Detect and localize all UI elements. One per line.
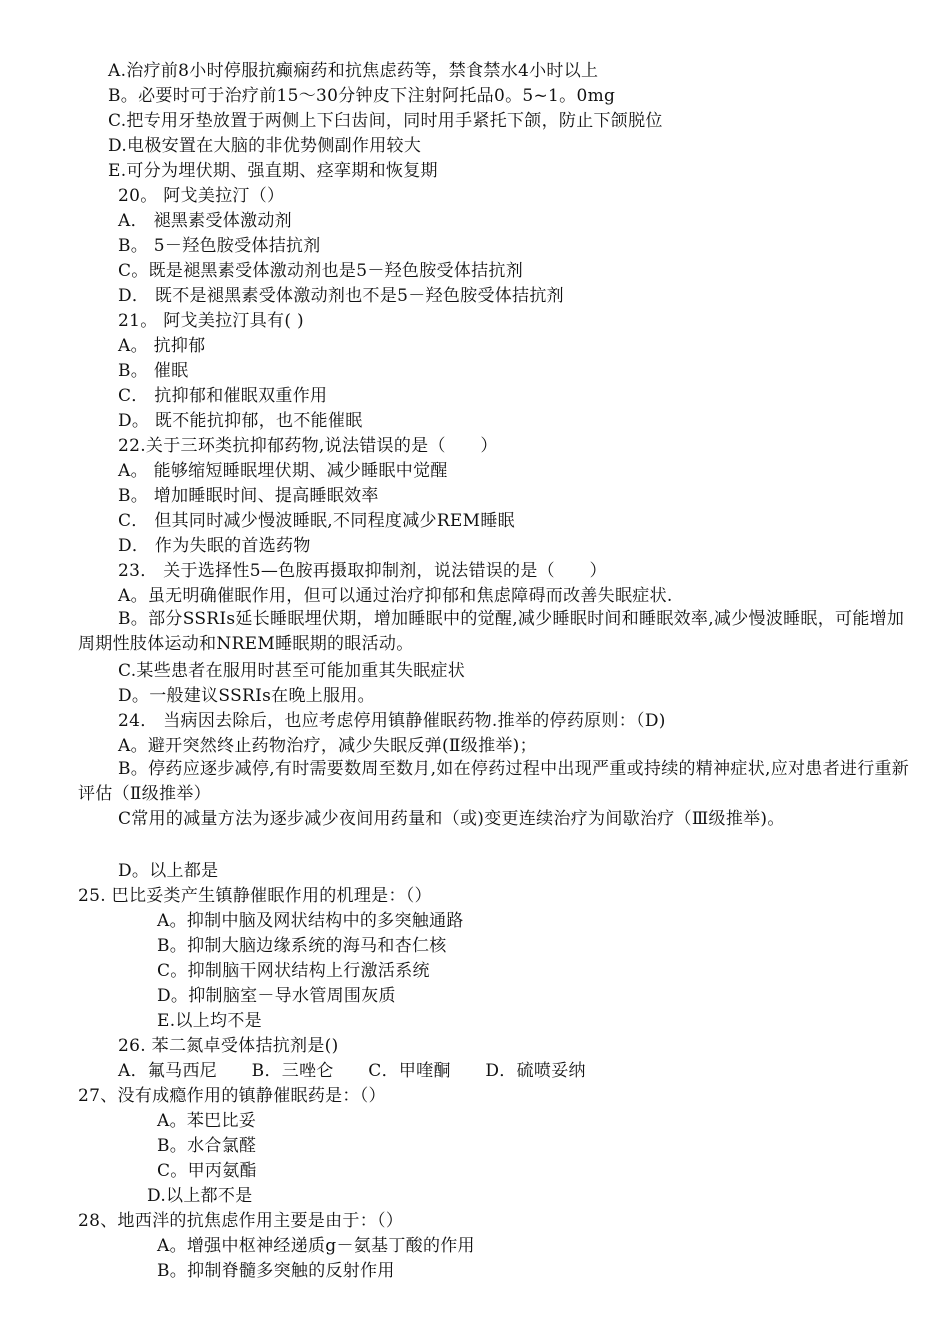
q21-option-b: B。 催眠 <box>118 361 189 381</box>
q23-option-a: A。虽无明确催眠作用，但可以通过治疗抑郁和焦虑障碍而改善失眠症状. <box>118 586 673 606</box>
q22-option-a: A。 能够缩短睡眠埋伏期、减少睡眠中觉醒 <box>118 461 448 481</box>
q27-option-a: A。苯巴比妥 <box>157 1111 257 1131</box>
q24-option-d: D。以上都是 <box>118 861 219 881</box>
q20-option-a: A． 褪黑素受体激动剂 <box>118 211 292 231</box>
q21-option-a: A。 抗抑郁 <box>118 336 206 356</box>
q20-stem: 20。 阿戈美拉汀（） <box>118 186 285 206</box>
q22-option-b: B。 增加睡眠时间、提高睡眠效率 <box>118 486 379 506</box>
q28-option-b: B。抑制脊髓多突触的反射作用 <box>157 1261 395 1281</box>
q22-option-d: D． 作为失眠的首选药物 <box>118 536 311 556</box>
q27-option-b: B。水合氯醛 <box>157 1136 257 1156</box>
q21-option-c: C． 抗抑郁和催眠双重作用 <box>118 386 328 406</box>
q19-option-a: A.治疗前8小时停服抗癫痫药和抗焦虑药等，禁食禁水4小时以上 <box>108 61 599 81</box>
q25-stem: 25. 巴比妥类产生镇静催眠作用的机理是：（） <box>78 886 432 906</box>
q25-option-e: E.以上均不是 <box>157 1011 262 1031</box>
q22-option-c: C． 但其同时减少慢波睡眠,不同程度减少REM睡眠 <box>118 511 515 531</box>
q20-option-c: C。既是褪黑素受体激动剂也是5－羟色胺受体拮抗剂 <box>118 261 524 281</box>
q21-stem: 21。 阿戈美拉汀具有( ) <box>118 311 304 331</box>
q25-option-c: C。抑制脑干网状结构上行激活系统 <box>157 961 430 981</box>
q26-options: A．氟马西尼 B．三唑仑 C．甲喹酮 D．硫喷妥纳 <box>118 1061 586 1081</box>
q24-option-b: B。停药应逐步减停,有时需要数周至数月,如在停药过程中出现严重或持续的精神症状,应对患者进行重新评估（Ⅱ级推举） <box>78 759 910 804</box>
q19-option-e: E.可分为埋伏期、强直期、痉挛期和恢复期 <box>108 161 438 181</box>
q20-option-d: D． 既不是褪黑素受体激动剂也不是5－羟色胺受体拮抗剂 <box>118 286 564 306</box>
q27-option-c: C。甲丙氨酯 <box>157 1161 257 1181</box>
q23-option-d: D。一般建议SSRIs在晚上服用。 <box>118 686 375 706</box>
q25-option-b: B。抑制大脑边缘系统的海马和杏仁核 <box>157 936 447 956</box>
q27-option-d: D.以上都不是 <box>147 1186 253 1206</box>
q28-stem: 28、地西泮的抗焦虑作用主要是由于：（） <box>78 1211 404 1231</box>
q26-stem: 26. 苯二氮卓受体拮抗剂是() <box>118 1036 339 1056</box>
q19-option-c: C.把专用牙垫放置于两侧上下臼齿间，同时用手紧托下颌，防止下颌脱位 <box>108 111 663 131</box>
q23-option-b: B。部分SSRIs延长睡眠埋伏期，增加睡眠中的觉醒,减少睡眠时间和睡眠效率,减少慢波睡眠，可能增加周期性肢体运动和NREM睡眠期的眼活动。 <box>78 609 905 654</box>
q25-option-d: D。抑制脑室－导水管周围灰质 <box>157 986 396 1006</box>
q24-option-a: A。避开突然终止药物治疗，减少失眠反弹(Ⅱ级推举)； <box>118 736 537 756</box>
q20-option-b: B。 5－羟色胺受体拮抗剂 <box>118 236 321 256</box>
q21-option-d: D。 既不能抗抑郁，也不能催眠 <box>118 411 363 431</box>
q19-option-d: D.电极安置在大脑的非优势侧副作用较大 <box>108 136 422 156</box>
q22-stem: 22.关于三环类抗抑郁药物,说法错误的是（ ） <box>118 436 498 456</box>
q23-option-c: C.某些患者在服用时甚至可能加重其失眠症状 <box>118 661 466 681</box>
q28-option-a: A。增强中枢神经递质g－氨基丁酸的作用 <box>157 1236 475 1256</box>
q25-option-a: A。抑制中脑及网状结构中的多突触通路 <box>157 911 464 931</box>
q19-option-b: B。必要时可于治疗前15～30分钟皮下注射阿托品0。5~1。0mg <box>108 86 616 106</box>
q23-stem: 23． 关于选择性5—色胺再摄取抑制剂，说法错误的是（ ） <box>118 561 607 581</box>
q24-stem: 24． 当病因去除后，也应考虑停用镇静催眠药物.推举的停药原则：（D) <box>118 711 666 731</box>
q24-option-c: C常用的减量方法为逐步减少夜间用药量和（或)变更连续治疗为间歇治疗（Ⅲ级推举)。 <box>118 809 785 829</box>
q27-stem: 27、没有成瘾作用的镇静催眠药是：（） <box>78 1086 386 1106</box>
